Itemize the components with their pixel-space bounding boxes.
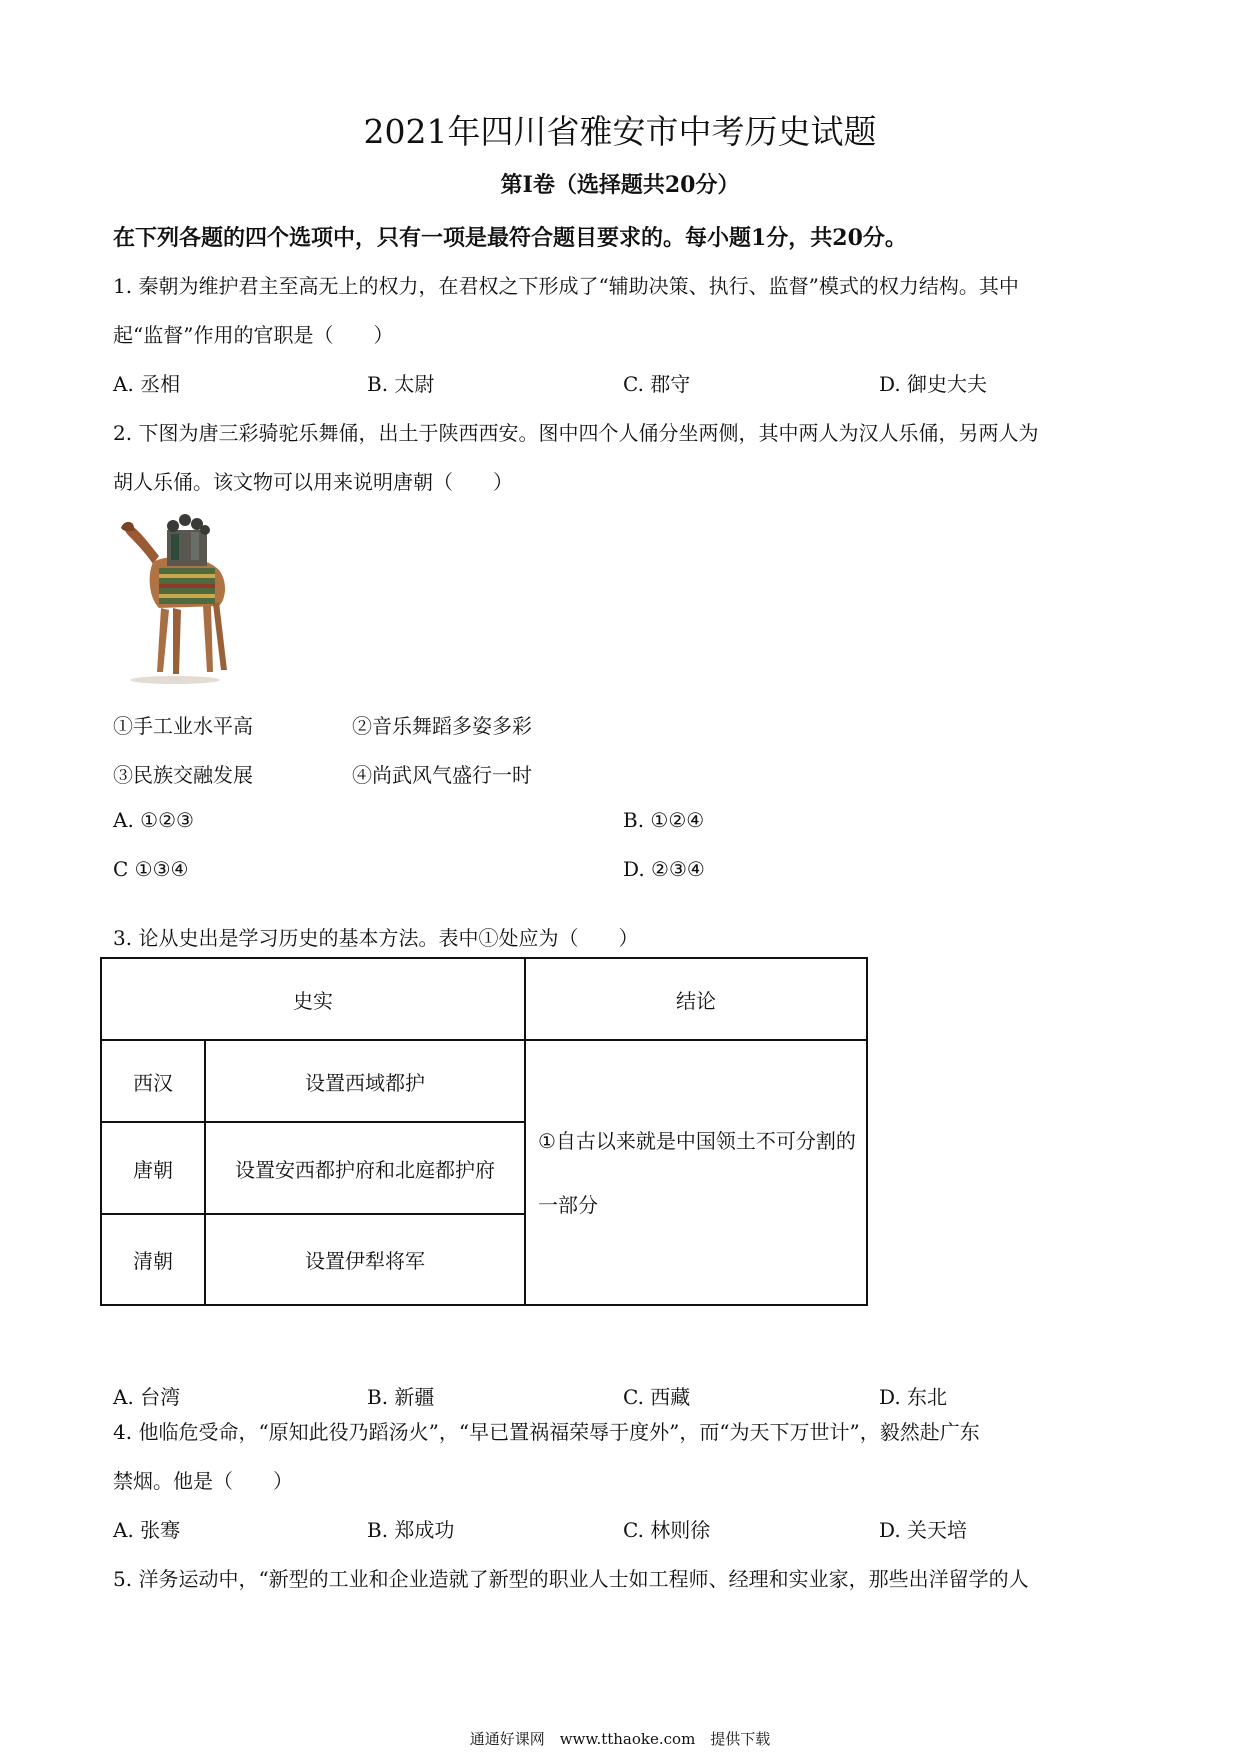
facts-conclusion-table — [100, 957, 868, 1306]
q3-option-d: D. 东北 — [879, 1385, 948, 1409]
q4-option-d: D. 关天培 — [879, 1518, 968, 1542]
q1-stem-line2: 起“监督”作用的官职是（ ） — [113, 323, 394, 347]
table-cell-fact: 设置西域都护 — [205, 1040, 525, 1122]
q4-option-b: B. 郑成功 — [367, 1518, 455, 1542]
q2-statement-2: ②音乐舞蹈多姿多彩 — [352, 714, 532, 738]
q4-option-c: C. 林则徐 — [623, 1518, 711, 1542]
q3-option-b: B. 新疆 — [367, 1385, 435, 1409]
q1-stem-line1: 1. 秦朝为维护君主至高无上的权力，在君权之下形成了“辅助决策、执行、监督”模式的权力结构。其中 — [113, 274, 1019, 298]
q1-option-b: B. 太尉 — [367, 372, 435, 396]
instruction-text: 在下列各题的四个选项中，只有一项是最符合题目要求的。每小题1分，共20分。 — [113, 225, 907, 251]
q4-stem-line2: 禁烟。他是（ ） — [113, 1469, 293, 1493]
q2-stem-line2: 胡人乐俑。该文物可以用来说明唐朝（ ） — [113, 470, 513, 494]
table-header-facts: 史实 — [101, 958, 525, 1040]
camel-figurine-image — [115, 512, 235, 687]
q2-stem-line1: 2. 下图为唐三彩骑驼乐舞俑，出土于陕西西安。图中四个人俑分坐两侧，其中两人为汉人乐俑，另两人为 — [113, 421, 1039, 445]
table-cell-dynasty: 西汉 — [101, 1040, 205, 1122]
table-cell-dynasty: 清朝 — [101, 1214, 205, 1305]
q3-option-a: A. 台湾 — [113, 1385, 181, 1409]
q2-statement-4: ④尚武风气盛行一时 — [352, 763, 532, 787]
q3-option-c: C. 西藏 — [623, 1385, 691, 1409]
section-heading: 第Ⅰ卷（选择题共20分） — [500, 172, 740, 198]
q5-stem-line1: 5. 洋务运动中，“新型的工业和企业造就了新型的职业人士如工程师、经理和实业家，那些出洋留学的人 — [113, 1567, 1029, 1591]
table-cell-dynasty: 唐朝 — [101, 1122, 205, 1214]
q3-stem: 3. 论从史出是学习历史的基本方法。表中①处应为（ ） — [113, 926, 639, 950]
table-cell-fact: 设置伊犁将军 — [205, 1214, 525, 1305]
q2-statement-3: ③民族交融发展 — [113, 763, 253, 787]
q1-option-c: C. 郡守 — [623, 372, 691, 396]
table-cell-fact: 设置安西都护府和北庭都护府 — [205, 1122, 525, 1214]
q2-option-b: B. ①②④ — [623, 808, 705, 832]
q1-option-d: D. 御史大夫 — [879, 372, 988, 396]
q2-option-a: A. ①②③ — [113, 808, 194, 832]
q2-option-c: C ①③④ — [113, 857, 189, 881]
q2-statement-1: ①手工业水平高 — [113, 714, 253, 738]
table-header-conclusion: 结论 — [525, 958, 867, 1040]
table-cell-conclusion: ①自古以来就是中国领土不可分割的一部分 — [525, 1040, 867, 1305]
footer-source: 通通好课网 www.tthaoke.com 提供下载 — [469, 1730, 771, 1748]
q2-option-d: D. ②③④ — [623, 857, 705, 881]
q4-option-a: A. 张骞 — [113, 1518, 181, 1542]
page-title: 2021年四川省雅安市中考历史试题 — [363, 112, 877, 151]
q1-option-a: A. 丞相 — [113, 372, 181, 396]
q4-stem-line1: 4. 他临危受命，“原知此役乃蹈汤火”，“早已置祸福荣辱于度外”，而“为天下万世计”，毅然赴广东 — [113, 1420, 980, 1444]
